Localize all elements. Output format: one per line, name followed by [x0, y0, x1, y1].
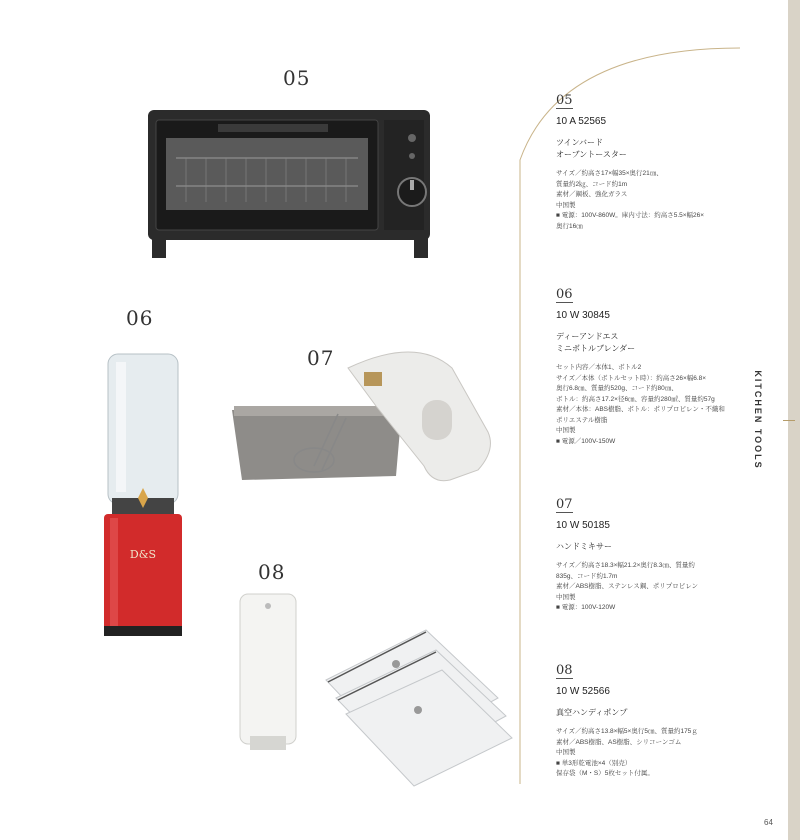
spec-number: 06 [556, 287, 573, 302]
blender-logo: D&S [129, 548, 157, 561]
spec-number: 05 [556, 93, 573, 108]
detail-line: 奥行16㎝ [556, 222, 583, 230]
detail-line: 素材／ABS樹脂、AS樹脂、シリコーンゴム [556, 738, 682, 746]
product-code: 10 W 52566 [556, 685, 610, 697]
detail-line: 中国製 [556, 427, 576, 434]
detail-line: ポリエステル樹脂 [556, 416, 608, 424]
blender-image [102, 348, 184, 638]
hand-mixer-image [226, 340, 494, 490]
detail-line: 素材／ABS樹脂、ステンレス鋼、ポリプロピレン [556, 583, 699, 590]
detail-line: 素材／本体：ABS樹脂、ボトル：ポリプロピレン・不織和 [556, 406, 725, 413]
product-code: 10 W 30845 [556, 309, 610, 321]
detail-line: 中国製 [556, 201, 576, 209]
spec-block-06 [556, 287, 740, 447]
detail-line: ■ 単3形乾電池×4（別売） [556, 759, 632, 767]
side-tick [783, 420, 795, 421]
product-number-06: 06 [126, 306, 154, 330]
product-number-07: 07 [307, 346, 335, 370]
detail-line: 中国製 [556, 593, 576, 601]
spec-block-08 [556, 663, 740, 780]
product-number-05: 05 [283, 66, 311, 90]
product-number-08: 08 [258, 560, 286, 584]
detail-line: 素材／鋼板、強化ガラス [556, 191, 628, 198]
detail-line: 保存袋（M・S）5枚セット付属。 [556, 770, 654, 777]
detail-line: サイズ／本体（ボトルセット時）：約高さ26×幅6.8× [556, 374, 707, 382]
page-number: 64 [764, 818, 773, 827]
detail-line: サイズ／約高さ18.3×幅21.2×奥行8.3㎝、質量約 [556, 562, 695, 569]
product-name: ハンドミキサー [556, 542, 612, 551]
detail-line: ボトル：約高さ17.2×径6㎝、容量約280㎖、質量約57g [556, 395, 715, 403]
detail-line: サイズ／約高さ17×幅35×奥行21㎝、 [556, 170, 663, 177]
detail-line: ■ 電源：100V-120W [556, 604, 616, 611]
spec-block-05 [556, 93, 740, 232]
product-name: ツインバード オーブントースター [556, 138, 627, 159]
detail-line: ■ 電源：100V-860W。庫内寸法：約高さ5.5×幅26× [556, 212, 705, 219]
detail-line: サイズ／約高さ13.8×幅5×奥行5㎝、質量約175ｇ [556, 728, 698, 735]
section-label: KITCHEN TOOLS [753, 370, 763, 470]
vacuum-pump-image [236, 590, 516, 790]
product-name: 真空ハンディポンプ [556, 708, 628, 717]
detail-line: 奥行6.8㎝、質量約520g、コード約80㎝、 [556, 385, 678, 392]
product-code: 10 W 50185 [556, 519, 610, 531]
toaster-image [146, 106, 432, 262]
product-code: 10 A 52565 [556, 115, 607, 127]
spec-number: 07 [556, 497, 573, 512]
detail-line: 中国製 [556, 749, 576, 756]
spec-number: 08 [556, 663, 573, 678]
detail-line: ■ 電源／100V-150W [556, 437, 616, 445]
spec-block-07 [556, 497, 740, 614]
detail-line: 835g、コード約1.7m [556, 572, 618, 580]
product-name: ディーアンドエス ミニボトルブレンダー [556, 332, 636, 353]
detail-line: セット内容／本体1、ボトル2 [556, 364, 642, 371]
detail-line: 質量約2㎏、コード約1m [556, 180, 628, 188]
